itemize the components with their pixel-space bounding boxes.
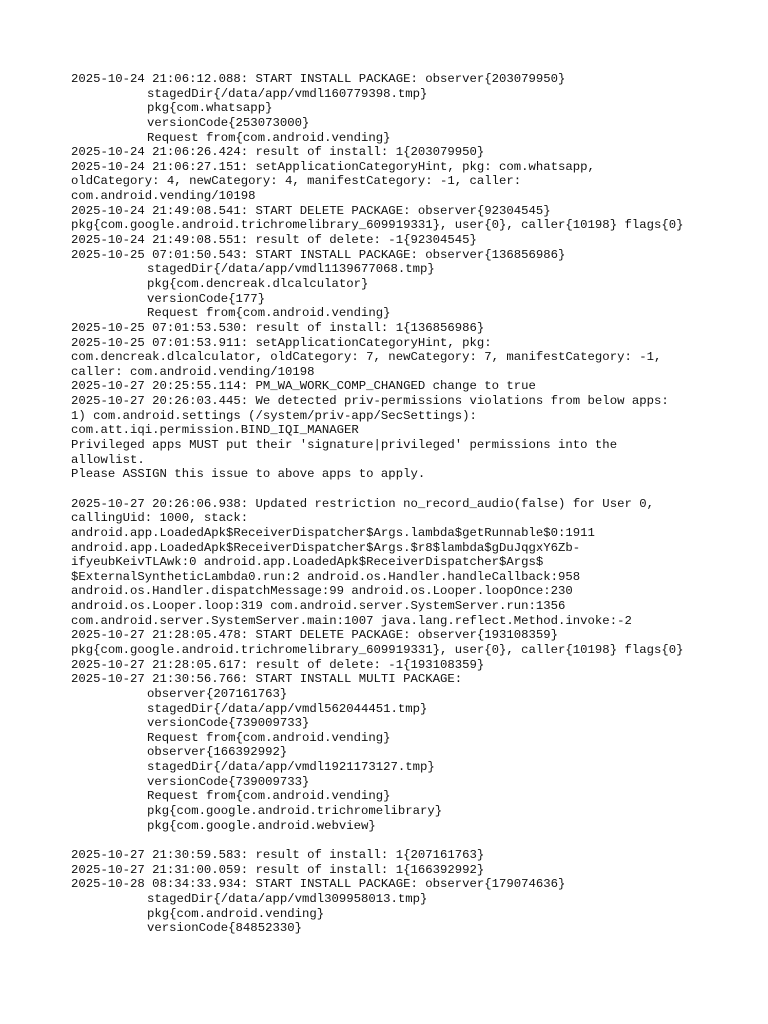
log-line: 2025-10-27 20:25:55.114: PM_WA_WORK_COMP_CHANGED change to true — [71, 379, 536, 394]
log-line: Request from{com.android.vending} — [147, 306, 391, 321]
log-line: 2025-10-27 21:31:00.059: result of install: 1{166392992} — [71, 862, 485, 877]
log-line: versionCode{177} — [147, 291, 266, 306]
log-line: caller: com.android.vending/10198 — [71, 364, 315, 379]
log-line: pkg{com.whatsapp} — [147, 101, 273, 116]
log-line: 2025-10-24 21:49:08.551: result of delete: -1{92304545} — [71, 233, 477, 248]
log-line: 2025-10-27 20:26:03.445: We detected priv-permissions violations from below apps: — [71, 394, 669, 409]
log-line: pkg{com.google.android.webview} — [147, 818, 376, 833]
log-line: versionCode{84852330} — [147, 921, 302, 936]
log-line: callingUid: 1000, stack: — [71, 511, 249, 526]
log-line: android.os.Looper.loop:319 com.android.server.SystemServer.run:1356 — [71, 599, 566, 614]
log-line: 1) com.android.settings (/system/priv-app/SecSettings): — [71, 408, 477, 423]
log-line: $ExternalSyntheticLambda0.run:2 android.os.Handler.handleCallback:958 — [71, 569, 581, 584]
log-line: 2025-10-24 21:06:12.088: START INSTALL PACKAGE: observer{203079950} — [71, 72, 566, 86]
log-line: pkg{com.dencreak.dlcalculator} — [147, 276, 369, 291]
log-line: Request from{com.android.vending} — [147, 730, 391, 745]
blank-line — [71, 833, 711, 848]
log-page — [71, 72, 711, 936]
log-line: 2025-10-28 08:34:33.934: START INSTALL PACKAGE: observer{179074636} — [71, 877, 566, 892]
log-line: pkg{com.google.android.trichromelibrary_609919331}, user{0}, caller{10198} flags{0} — [71, 218, 684, 233]
log-line: stagedDir{/data/app/vmdl1921173127.tmp} — [147, 760, 435, 775]
log-line: 2025-10-24 21:06:26.424: result of install: 1{203079950} — [71, 145, 485, 160]
log-line: ifyeubKeivTLAwk:0 android.app.LoadedApk$ReceiverDispatcher$Args$ — [71, 555, 544, 570]
log-line: pkg{com.android.vending} — [147, 906, 325, 921]
log-line: 2025-10-27 21:28:05.617: result of delete: -1{193108359} — [71, 657, 485, 672]
log-line: versionCode{739009733} — [147, 774, 310, 789]
log-line: com.android.vending/10198 — [71, 189, 256, 204]
log-line: oldCategory: 4, newCategory: 4, manifestCategory: -1, caller: — [71, 174, 522, 189]
log-line: pkg{com.google.android.trichromelibrary} — [147, 804, 443, 819]
log-line: versionCode{739009733} — [147, 716, 310, 731]
log-line: com.dencreak.dlcalculator, oldCategory: 7, newCategory: 7, manifestCategory: -1, — [71, 350, 662, 365]
log-line: 2025-10-27 20:26:06.938: Updated restriction no_record_audio(false) for User 0, — [71, 496, 654, 511]
log-line: android.app.LoadedApk$ReceiverDispatcher$Args.lambda$getRunnable$0:1911 — [71, 525, 595, 540]
log-line: stagedDir{/data/app/vmdl160779398.tmp} — [147, 86, 428, 101]
log-line: 2025-10-24 21:06:27.151: setApplicationCategoryHint, pkg: com.whatsapp, — [71, 159, 595, 174]
log-line: 2025-10-27 21:30:56.766: START INSTALL MULTI PACKAGE: — [71, 672, 463, 687]
log-line: Privileged apps MUST put their 'signature|privileged' permissions into the — [71, 438, 618, 453]
log-line: versionCode{253073000} — [147, 115, 310, 130]
blank-line — [71, 482, 711, 497]
log-line: 2025-10-27 21:28:05.478: START DELETE PACKAGE: observer{193108359} — [71, 628, 559, 643]
log-line: observer{166392992} — [147, 745, 288, 760]
log-line: 2025-10-24 21:49:08.541: START DELETE PACKAGE: observer{92304545} — [71, 203, 551, 218]
log-line: 2025-10-25 07:01:50.543: START INSTALL PACKAGE: observer{136856986} — [71, 247, 566, 262]
log-line: stagedDir{/data/app/vmdl562044451.tmp} — [147, 701, 428, 716]
log-line: stagedDir{/data/app/vmdl1139677068.tmp} — [147, 262, 435, 277]
log-line: 2025-10-25 07:01:53.530: result of install: 1{136856986} — [71, 320, 485, 335]
log-line: Request from{com.android.vending} — [147, 130, 391, 145]
log-line: observer{207161763} — [147, 686, 288, 701]
log-line: android.os.Handler.dispatchMessage:99 android.os.Looper.loopOnce:230 — [71, 584, 573, 599]
log-line: com.att.iqi.permission.BIND_IQI_MANAGER — [71, 423, 359, 438]
log-line: pkg{com.google.android.trichromelibrary_609919331}, user{0}, caller{10198} flags{0} — [71, 642, 684, 657]
log-line: android.app.LoadedApk$ReceiverDispatcher$Args.$r8$lambda$gDuJqgxY6Zb- — [71, 540, 581, 555]
log-line: allowlist. — [71, 452, 145, 467]
log-line: 2025-10-27 21:30:59.583: result of install: 1{207161763} — [71, 847, 485, 862]
log-line: Request from{com.android.vending} — [147, 789, 391, 804]
log-line: stagedDir{/data/app/vmdl309958013.tmp} — [147, 891, 428, 906]
log-line: 2025-10-25 07:01:53.911: setApplicationCategoryHint, pkg: — [71, 335, 492, 350]
log-line: Please ASSIGN this issue to above apps to apply. — [71, 467, 426, 482]
log-line: com.android.server.SystemServer.main:1007 java.lang.reflect.Method.invoke:-2 — [71, 613, 632, 628]
